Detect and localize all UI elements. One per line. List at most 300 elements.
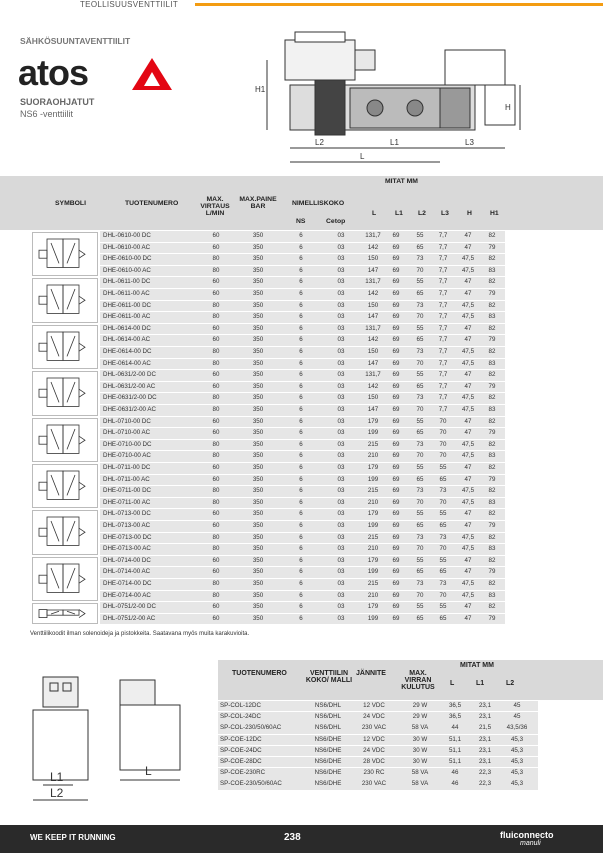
table-cell: 6 (299, 406, 303, 413)
table-cell: 60 (212, 556, 220, 564)
valve-symbol-icon (32, 371, 98, 415)
table-cell: 45,3 (510, 769, 524, 777)
table-cell: 65 (416, 614, 424, 622)
valve-drawing (255, 30, 530, 170)
table-cell: 80 (212, 487, 220, 495)
table-cell: 83 (488, 498, 496, 506)
table-cell: 69 (392, 580, 400, 587)
table-cell: 350 (252, 568, 264, 576)
table-cell: 03 (337, 464, 345, 471)
table-cell: 03 (337, 313, 345, 321)
table-row (218, 735, 603, 746)
table-cell: 7,7 (438, 359, 448, 367)
table-cell: 65 (416, 522, 424, 529)
table-cell: 69 (392, 440, 400, 448)
table-cell: 82 (488, 278, 496, 286)
table-cell: 70 (416, 591, 424, 599)
table-cell: 47 (464, 336, 472, 344)
table-cell: 69 (392, 382, 400, 390)
table-cell: 6 (299, 394, 303, 402)
table-cell: 69 (392, 498, 400, 506)
table-cell: 47 (464, 614, 472, 622)
table-cell: 69 (392, 336, 400, 344)
table-cell: 69 (392, 255, 400, 263)
valve-symbol-icon (32, 278, 98, 322)
table-cell: 55 (416, 556, 424, 564)
table-cell: 82 (488, 464, 496, 471)
table-cell: 65 (416, 429, 424, 437)
table-cell: 82 (488, 301, 496, 309)
table-cell: NS6/DHE (314, 769, 342, 777)
table-cell: 73 (416, 440, 424, 448)
table-cell: 55 (416, 324, 424, 332)
table-cell: 79 (488, 614, 496, 622)
table-cell: 215 (367, 440, 379, 448)
table-cell: 7,7 (438, 336, 448, 344)
table-cell: 60 (212, 324, 220, 332)
table-cell: 350 (252, 452, 264, 460)
table-cell: 47 (464, 464, 472, 471)
table-cell: 60 (212, 522, 220, 529)
table-cell: 12 VDC (363, 735, 385, 743)
table-cell: 83 (488, 591, 496, 599)
subtitle-2: NS6 -venttiilit (20, 109, 74, 119)
table-cell: 80 (212, 591, 220, 599)
table-cell: 70 (439, 591, 447, 599)
table-cell: 6 (299, 232, 303, 239)
table-cell: 83 (488, 313, 496, 321)
table-cell: 6 (299, 324, 303, 332)
table-cell: 24 VDC (363, 746, 385, 754)
table-cell: 55 (416, 278, 424, 286)
table-cell: 47 (464, 603, 472, 611)
col-H: H (467, 210, 472, 217)
table-cell: 03 (337, 475, 345, 483)
table-cell: 45 (513, 702, 521, 709)
col-product: TUOTENUMERO (125, 200, 179, 207)
table-cell: 82 (488, 487, 496, 495)
table-cell: 46 (451, 780, 459, 788)
table-cell: 79 (488, 290, 496, 297)
table-cell: 70 (416, 406, 424, 413)
table-cell: 7,7 (438, 301, 448, 309)
valve-symbol-icon (32, 418, 98, 462)
table-cell: 199 (367, 475, 379, 483)
t2-col-L1: L1 (476, 680, 485, 687)
table-cell: DHL-0751/2-00 DC (103, 603, 156, 611)
table-cell: 6 (299, 487, 303, 495)
table-cell: 69 (392, 371, 400, 379)
table-cell: 60 (212, 382, 220, 390)
table-cell: 03 (337, 359, 345, 367)
table-cell: NS6/DHL (314, 702, 342, 709)
table-cell: 03 (337, 429, 345, 437)
table-cell: 6 (299, 440, 303, 448)
table-cell: DHE-0611-00 AC (103, 313, 151, 321)
table-cell: 350 (252, 591, 264, 599)
col-nominal: NIMELLISKOKO (292, 200, 345, 207)
table-cell: 6 (299, 614, 303, 622)
table-cell: 69 (392, 475, 400, 483)
table-cell: 70 (416, 313, 424, 321)
table-cell: 150 (367, 394, 379, 402)
table-cell: 230 RC (363, 769, 385, 777)
table-cell: 60 (212, 336, 220, 344)
table-cell: 6 (299, 591, 303, 599)
table-cell: 03 (337, 243, 345, 251)
table-cell: 70 (439, 440, 447, 448)
table-cell: 70 (416, 498, 424, 506)
table-cell: DHE-0631/2-00 DC (103, 394, 157, 402)
table-cell: 350 (252, 556, 264, 564)
table-cell: DHE-0631/2-00 AC (103, 406, 156, 413)
table-cell: 47,5 (461, 359, 475, 367)
valve-symbol-icon (32, 232, 98, 276)
table-cell: 179 (367, 603, 379, 611)
table-cell: 69 (392, 266, 400, 274)
table-cell: 142 (367, 336, 379, 344)
table-cell: 69 (392, 556, 400, 564)
table-cell: DHE-0614-00 AC (103, 359, 151, 367)
table-cell: 58 VA (411, 769, 429, 777)
t2-col-L2: L2 (506, 680, 515, 687)
table-cell: 350 (252, 614, 264, 622)
table-cell: 65 (416, 568, 424, 576)
table-cell: 65 (439, 614, 447, 622)
table-cell: 47,5 (461, 440, 475, 448)
table-cell: 55 (416, 371, 424, 379)
table-cell: 03 (337, 533, 345, 541)
table-cell: 70 (416, 359, 424, 367)
table-cell: 60 (212, 464, 220, 471)
table-cell: 7,7 (438, 406, 448, 413)
table-cell: 47,5 (461, 487, 475, 495)
table-cell: 6 (299, 290, 303, 297)
table-cell: 30 W (412, 758, 428, 765)
table-cell: 46 (451, 769, 459, 777)
table-cell: 179 (367, 556, 379, 564)
col-L3: L3 (441, 210, 449, 217)
table-cell: 12 VDC (363, 702, 385, 709)
table-cell: 70 (416, 452, 424, 460)
table-cell: 350 (252, 406, 264, 413)
table-cell: 60 (212, 614, 220, 622)
table-cell: 82 (488, 440, 496, 448)
table-cell: 65 (416, 336, 424, 344)
table-cell: 350 (252, 464, 264, 471)
table-cell: 6 (299, 556, 303, 564)
table-cell: NS6/DHE (314, 780, 342, 788)
table-cell: DHL-0711-00 DC (103, 464, 151, 471)
table-cell: 350 (252, 371, 264, 379)
table-cell: 69 (392, 545, 400, 553)
table-cell: 350 (252, 533, 264, 541)
coil-dim-l2: L2 (50, 786, 64, 800)
table-cell: 03 (337, 440, 345, 448)
table-cell: 80 (212, 452, 220, 460)
brand-triangle-icon (130, 56, 174, 92)
table-cell: 6 (299, 603, 303, 611)
table-cell: 7,7 (438, 394, 448, 402)
table-cell: 350 (252, 580, 264, 587)
table-cell: DHE-0614-00 DC (103, 348, 152, 355)
table-cell: 60 (212, 568, 220, 576)
table-cell: DHL-0714-00 DC (103, 556, 151, 564)
table-cell: 83 (488, 452, 496, 460)
table-cell: DHL-0713-00 DC (103, 510, 151, 518)
table-cell: 47 (464, 522, 472, 529)
table-cell: DHL-0611-00 DC (103, 278, 151, 286)
table-cell: 131,7 (365, 278, 381, 286)
table-cell: 82 (488, 348, 496, 355)
table-cell: 03 (337, 232, 345, 239)
valve-symbol-icon (32, 510, 98, 554)
table-cell: 79 (488, 382, 496, 390)
table-cell: 350 (252, 522, 264, 529)
table-cell: 60 (212, 232, 220, 239)
table-cell: 82 (488, 417, 496, 425)
table-cell: 65 (439, 568, 447, 576)
table-cell: DHE-0710-00 AC (103, 452, 151, 460)
table-cell: 350 (252, 255, 264, 263)
table-cell: 03 (337, 278, 345, 286)
table-cell: SP-COL-230/50/60AC (220, 724, 282, 732)
accent-line (195, 3, 603, 6)
table-cell: 230 VAC (361, 780, 387, 788)
table-cell: 65 (416, 290, 424, 297)
table-cell: 30 W (412, 735, 428, 743)
table-cell: 69 (392, 464, 400, 471)
table-cell: 29 W (412, 713, 428, 721)
table-cell: 82 (488, 255, 496, 263)
table-cell: 73 (416, 301, 424, 309)
subtitle-1: SUORAOHJATUT (20, 97, 95, 107)
table-cell: DHL-0631/2-00 DC (103, 371, 156, 379)
table-cell: 199 (367, 522, 379, 529)
coil-front-drawing (28, 675, 98, 810)
table-cell: 55 (439, 603, 447, 611)
table-cell: 6 (299, 382, 303, 390)
table-cell: 45,3 (510, 758, 524, 765)
table-cell: DHL-0614-00 DC (103, 324, 151, 332)
table-cell: 22,3 (478, 769, 492, 777)
table-cell: 6 (299, 498, 303, 506)
footer-logo: fluiconnecto (500, 830, 554, 840)
table-cell: 350 (252, 382, 264, 390)
table-cell: 03 (337, 545, 345, 553)
table-cell: 6 (299, 313, 303, 321)
table-cell: 179 (367, 464, 379, 471)
table-cell: 6 (299, 475, 303, 483)
table-cell: 6 (299, 243, 303, 251)
table-cell: 70 (416, 545, 424, 553)
table-cell: DHL-0631/2-00 AC (103, 382, 156, 390)
table-cell: 60 (212, 290, 220, 297)
table-cell: 7,7 (438, 348, 448, 355)
table-cell: 350 (252, 232, 264, 239)
table-cell: 73 (439, 487, 447, 495)
table-cell: 03 (337, 406, 345, 413)
table-cell: 82 (488, 533, 496, 541)
table-cell: 03 (337, 336, 345, 344)
table-cell: 79 (488, 429, 496, 437)
footer-slogan: WE KEEP IT RUNNING (30, 833, 116, 842)
table-cell: 199 (367, 568, 379, 576)
table-cell: 69 (392, 429, 400, 437)
dim-l: L (360, 152, 365, 161)
section-title: TEOLLISUUSVENTTIILIT (80, 0, 179, 9)
table-cell: 69 (392, 313, 400, 321)
table-cell: 6 (299, 452, 303, 460)
valve-symbol-icon (32, 325, 98, 369)
table-cell: 73 (416, 487, 424, 495)
table-cell: 80 (212, 580, 220, 587)
table-cell: DHL-0714-00 AC (103, 568, 151, 576)
table-cell: 80 (212, 533, 220, 541)
table-cell: 69 (392, 348, 400, 355)
table-cell: 6 (299, 371, 303, 379)
table-cell: 69 (392, 614, 400, 622)
table-cell: 65 (439, 522, 447, 529)
table-cell: 47 (464, 382, 472, 390)
table-cell: 03 (337, 510, 345, 518)
table1-note: Venttiilikoodit ilman solenoideja ja pistokkeita. Saatavana myös muita karakuvioita. (30, 631, 250, 637)
table-cell: 350 (252, 290, 264, 297)
table-cell: DHE-0710-00 DC (103, 440, 152, 448)
table-cell: 23,1 (478, 746, 492, 754)
table-cell: 23,1 (478, 713, 492, 721)
table-cell: 73 (416, 348, 424, 355)
table-cell: 03 (337, 603, 345, 611)
table-cell: 47 (464, 278, 472, 286)
table-cell: 55 (416, 417, 424, 425)
table-cell: 350 (252, 545, 264, 553)
table-cell: 45,3 (510, 746, 524, 754)
table-cell: 350 (252, 498, 264, 506)
table-cell: 82 (488, 510, 496, 518)
table-cell: 7,7 (438, 324, 448, 332)
table-cell: NS6/DHE (314, 735, 342, 743)
col-L: L (372, 210, 377, 217)
table-cell: 45,3 (510, 735, 524, 743)
table-cell: 03 (337, 498, 345, 506)
table-cell: 83 (488, 266, 496, 274)
table-cell: 60 (212, 243, 220, 251)
table-cell: DHL-0710-00 AC (103, 429, 151, 437)
table-cell: 03 (337, 614, 345, 622)
table-cell: 45,3 (510, 780, 524, 788)
table-cell: 03 (337, 487, 345, 495)
table-cell: 03 (337, 417, 345, 425)
table-cell: 69 (392, 533, 400, 541)
table-cell: 6 (299, 533, 303, 541)
table-cell: 47 (464, 243, 472, 251)
table-cell: SP-COE-28DC (220, 758, 262, 765)
table-cell: 03 (337, 522, 345, 529)
table-cell: 47 (464, 568, 472, 576)
table-cell: 47,5 (461, 301, 475, 309)
table-cell: 83 (488, 406, 496, 413)
col-pressure: MAX.PAINE BAR (239, 196, 277, 210)
table-cell: 6 (299, 255, 303, 263)
table-cell: 6 (299, 336, 303, 344)
table-cell: 80 (212, 406, 220, 413)
table-cell: 147 (367, 359, 379, 367)
table-cell: 36,5 (448, 702, 462, 709)
table-cell: 69 (392, 406, 400, 413)
table-cell: DHL-0614-00 AC (103, 336, 151, 344)
table-cell: 47,5 (461, 266, 475, 274)
table-cell: 7,7 (438, 382, 448, 390)
t2-col-voltage: JÄNNITE (356, 670, 386, 677)
table-cell: 60 (212, 278, 220, 286)
table-cell: 47 (464, 475, 472, 483)
table-cell: 73 (439, 533, 447, 541)
table-cell: 51,1 (448, 746, 462, 754)
table-cell: 80 (212, 359, 220, 367)
table-cell: 80 (212, 440, 220, 448)
table-cell: 60 (212, 417, 220, 425)
table-cell: DHL-0711-00 AC (103, 475, 150, 483)
table-cell: 73 (416, 580, 424, 587)
table-cell: 65 (416, 382, 424, 390)
table-cell: 147 (367, 313, 379, 321)
table-cell: 215 (367, 533, 379, 541)
table-cell: DHE-0711-00 DC (103, 487, 152, 495)
table-cell: 69 (392, 324, 400, 332)
table-cell: 03 (337, 348, 345, 355)
col-H1: H1 (490, 210, 499, 217)
table-row (218, 746, 603, 757)
table-cell: 69 (392, 522, 400, 529)
table-cell: 350 (252, 603, 264, 611)
table-cell: 6 (299, 417, 303, 425)
table-cell: 70 (439, 429, 447, 437)
table-cell: 51,1 (448, 758, 462, 765)
table-cell: 69 (392, 417, 400, 425)
table-cell: 03 (337, 580, 345, 587)
table-cell: 28 VDC (363, 758, 385, 765)
table-cell: 80 (212, 266, 220, 274)
table-cell: 215 (367, 487, 379, 495)
table-cell: 79 (488, 243, 496, 251)
table-cell: 55 (439, 464, 447, 471)
table-cell: 215 (367, 580, 379, 587)
table-cell: 7,7 (438, 371, 448, 379)
table-cell: 179 (367, 417, 379, 425)
table-cell: 60 (212, 429, 220, 437)
table-cell: 6 (299, 545, 303, 553)
table-cell: 7,7 (438, 232, 448, 239)
table-cell: 142 (367, 290, 379, 297)
table-cell: SP-COE-230RC (220, 769, 266, 777)
table-cell: 350 (252, 301, 264, 309)
table-cell: 82 (488, 580, 496, 587)
table-cell: 60 (212, 475, 220, 483)
table-cell: 7,7 (438, 290, 448, 297)
table-cell: 82 (488, 556, 496, 564)
table-cell: 03 (337, 394, 345, 402)
table-cell: 210 (367, 545, 379, 553)
table-cell: DHE-0714-00 DC (103, 580, 152, 587)
table-cell: 03 (337, 556, 345, 564)
table-cell: 7,7 (438, 266, 448, 274)
table-cell: 79 (488, 522, 496, 529)
table-cell: 47,5 (461, 591, 475, 599)
col-L1: L1 (395, 210, 403, 217)
table-cell: 350 (252, 475, 264, 483)
table-cell: 51,1 (448, 735, 462, 743)
